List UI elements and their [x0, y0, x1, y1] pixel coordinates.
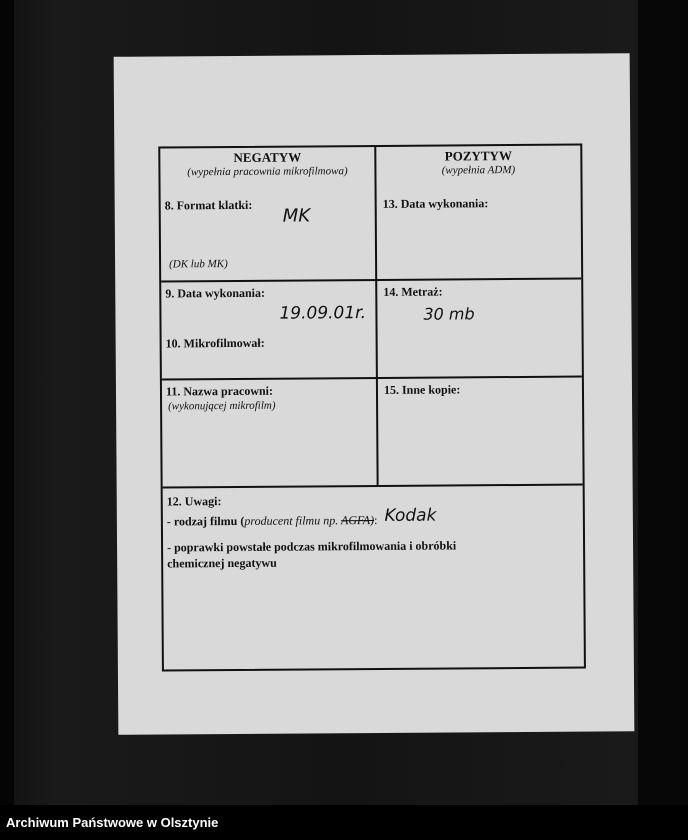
- footer-bar: [0, 805, 688, 840]
- data-wykonania-pozytyw-label: 13. Data wykonania:: [382, 196, 489, 211]
- format-klatki-hint: (DK lub MK): [169, 258, 228, 271]
- format-klatki-value: MK: [282, 205, 311, 227]
- film-edge-right: [638, 0, 688, 805]
- metraz-value: 30 mb: [423, 304, 475, 324]
- column-divider: [374, 147, 378, 487]
- row-divider: [161, 278, 581, 283]
- negatyw-subtitle: (wypełnia pracownia mikrofilmowa): [187, 165, 348, 179]
- film-edge-left: [0, 0, 14, 805]
- film-producer-value: Kodak: [384, 505, 437, 526]
- inne-kopie-label: 15. Inne kopie:: [383, 382, 461, 397]
- data-wykonania-label: 9. Data wykonania:: [165, 285, 266, 301]
- negatyw-title: NEGATYW: [233, 149, 302, 165]
- uwagi-line-1-prefix: - rodzaj filmu (: [166, 513, 245, 529]
- row-divider: [163, 484, 583, 489]
- format-klatki-label: 8. Format klatki:: [164, 197, 253, 213]
- pozytyw-title: POZYTYW: [444, 148, 512, 164]
- uwagi-line-3: chemicznej negatywu: [167, 555, 277, 571]
- data-wykonania-value: 19.09.01r.: [279, 303, 367, 324]
- uwagi-label: 12. Uwagi:: [166, 494, 222, 509]
- uwagi-line-1-italic: producent filmu np.: [244, 513, 342, 528]
- row-divider: [162, 376, 582, 381]
- metraz-label: 14. Metraż:: [383, 284, 443, 299]
- archive-name: Archiwum Państwowe w Olsztynie: [6, 815, 219, 830]
- uwagi-line-1-struck: AGFA): [340, 513, 375, 528]
- nazwa-pracowni-hint: (wykonującej mikrofilm): [168, 399, 276, 413]
- pozytyw-header: [376, 148, 580, 177]
- uwagi-line-1: [166, 505, 583, 531]
- mikrofilmowal-label: 10. Mikrofilmował:: [165, 335, 265, 351]
- document-card: [114, 53, 635, 735]
- negatyw-header: [160, 149, 374, 178]
- uwagi-line-1-colon: :: [374, 512, 378, 528]
- uwagi-line-2: - poprawki powstałe podczas mikrofilmowania i obróbki: [167, 538, 457, 555]
- nazwa-pracowni-label: 11. Nazwa pracowni:: [165, 383, 274, 399]
- microfilm-form: [158, 144, 586, 672]
- pozytyw-subtitle: (wypełnia ADM): [441, 164, 516, 177]
